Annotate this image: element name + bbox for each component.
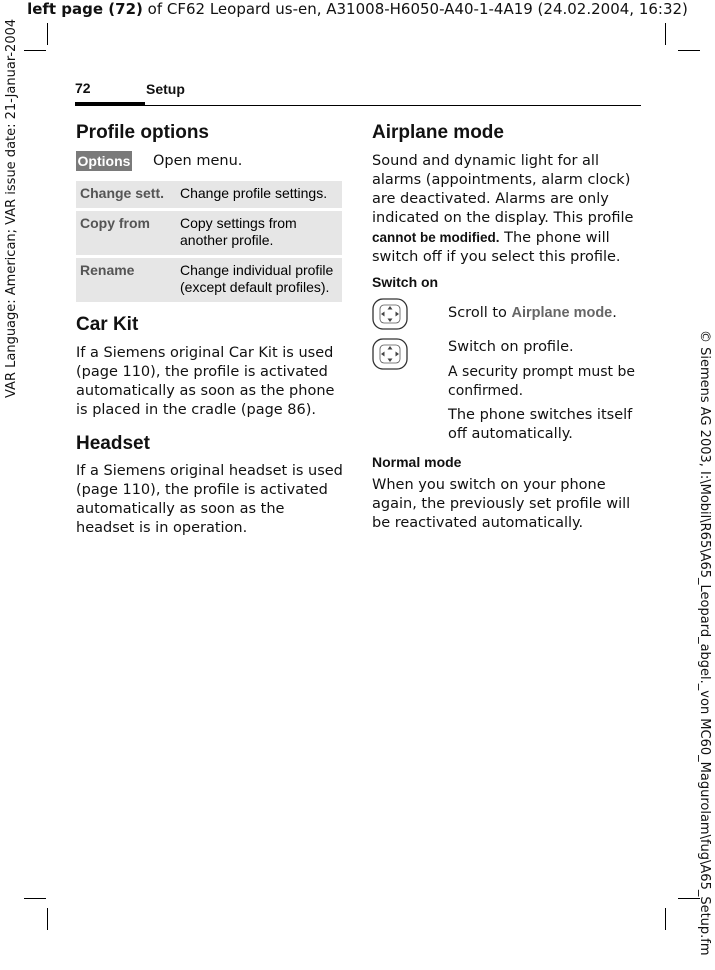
crop-mark bbox=[678, 50, 700, 51]
car-kit-text: If a Siemens original Car Kit is used (page 110), the profile is activated automatically as soon as the phone is placed in the cradle (page 86). bbox=[76, 345, 335, 418]
option-key: Change sett. bbox=[76, 181, 176, 208]
section-title: Setup bbox=[146, 81, 185, 97]
normal-mode-text: When you switch on your phone again, the previously set profile will be reactivated automatically. bbox=[372, 477, 631, 531]
navigation-key-icon bbox=[372, 338, 408, 370]
options-desc: Open menu. bbox=[153, 153, 243, 169]
normal-mode-label: Normal mode bbox=[372, 454, 462, 470]
crop-mark bbox=[47, 908, 48, 930]
option-key: Rename bbox=[76, 258, 176, 302]
table-row bbox=[76, 181, 342, 208]
table-row bbox=[76, 211, 342, 255]
crop-mark bbox=[665, 23, 666, 45]
print-header bbox=[0, 0, 715, 18]
options-softkey: Options bbox=[77, 153, 131, 169]
header-rule bbox=[75, 105, 641, 106]
crop-mark bbox=[24, 50, 46, 51]
crop-mark bbox=[665, 908, 666, 930]
option-key: Copy from bbox=[76, 211, 176, 255]
table-row bbox=[76, 258, 342, 302]
crop-mark bbox=[47, 23, 48, 45]
navigation-key-icon bbox=[372, 298, 408, 330]
headset-text: If a Siemens original headset is used (page 110), the profile is activated automatically as soon as the headset is in operation. bbox=[76, 463, 343, 536]
switch-on-label: Switch on bbox=[372, 274, 439, 290]
airplane-heading: Airplane mode bbox=[372, 122, 504, 143]
option-value: Change profile settings. bbox=[176, 181, 342, 208]
option-value: Change individual profile (except default profiles). bbox=[176, 258, 342, 302]
step-scroll-pre: Scroll to bbox=[448, 305, 512, 321]
car-kit-heading: Car Kit bbox=[76, 314, 139, 335]
crop-mark bbox=[24, 898, 46, 899]
menu-item-airplane-mode: Airplane mode bbox=[511, 305, 613, 321]
headset-heading: Headset bbox=[76, 433, 150, 454]
print-header-rest: of CF62 Leopard us-en, A31008-H6050-A40-1-4A19 (24.02.2004, 16:32) bbox=[142, 0, 688, 18]
left-margin-note bbox=[2, 18, 20, 400]
airplane-text-emphasis: cannot be modified. bbox=[372, 230, 500, 245]
right-margin-text: © Siemens AG 2003, I:\Mobil\R65\A65_Leopard_abgel._von MC60_Magurolam\fug\A65_Setup.fm bbox=[697, 330, 712, 956]
right-margin-note bbox=[694, 330, 714, 970]
airplane-text bbox=[372, 152, 637, 267]
step-switch-on: Switch on profile. bbox=[448, 339, 574, 355]
profile-options-heading: Profile options bbox=[76, 122, 209, 143]
step-note-switch-off: The phone switches itself off automatically. bbox=[448, 407, 633, 442]
step-scroll-post: . bbox=[612, 305, 617, 321]
option-value: Copy settings from another profile. bbox=[176, 211, 342, 255]
options-table bbox=[76, 178, 342, 305]
page-number: 72 bbox=[75, 80, 91, 96]
airplane-text-part: The phone will switch off if you select this profile. bbox=[372, 230, 621, 265]
step-note-security: A security prompt must be confirmed. bbox=[448, 364, 635, 399]
print-header-bold: left page (72) bbox=[27, 0, 143, 18]
left-margin-text: VAR Language: American; VAR issue date: 21-Januar-2004 bbox=[4, 18, 19, 398]
airplane-text-part: Sound and dynamic light for all alarms (appointments, alarm clock) are deactivated. Alarms are only indicated on the display. This profile bbox=[372, 153, 634, 226]
step-scroll bbox=[448, 304, 617, 323]
